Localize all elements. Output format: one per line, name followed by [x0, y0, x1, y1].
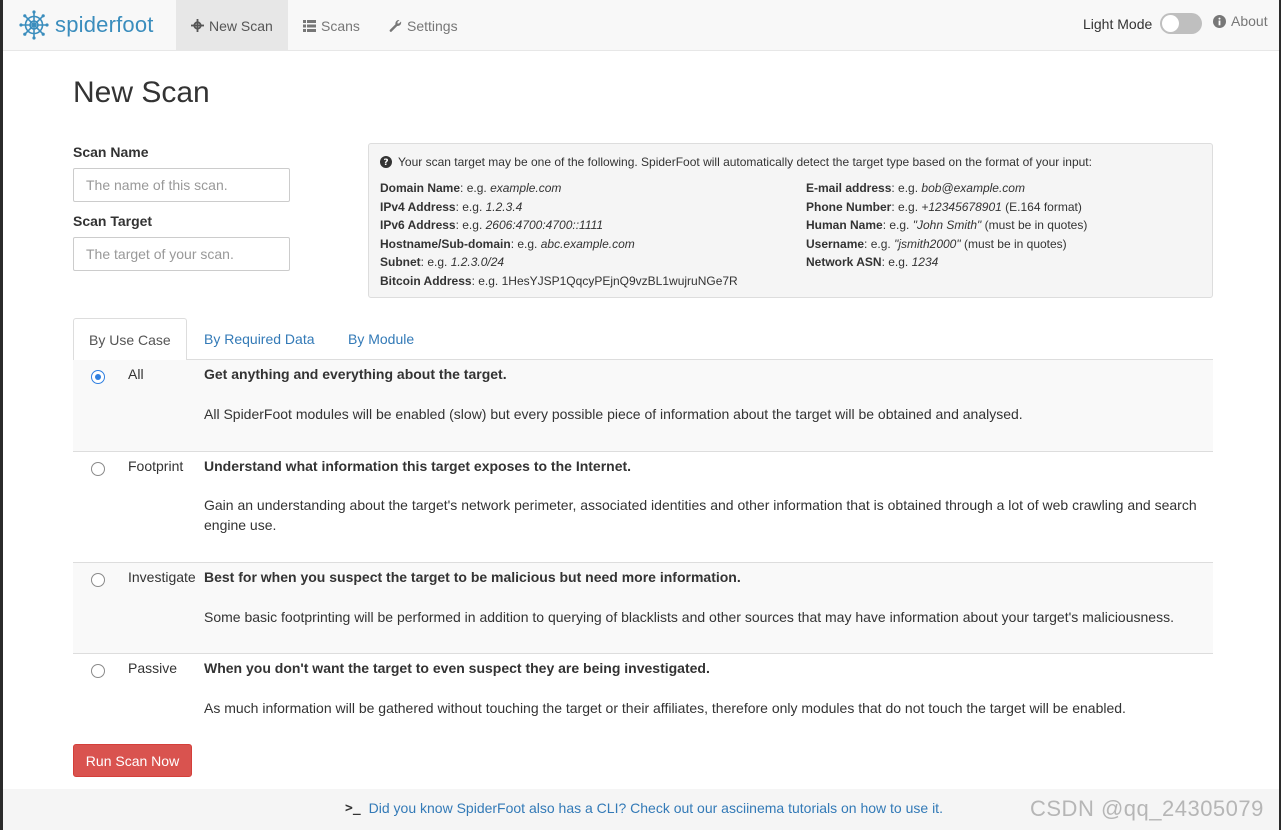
target-type-sep: : e.g. [420, 255, 451, 269]
target-type-sep: : e.g. [891, 199, 922, 214]
use-case-row-footprint [73, 451, 1213, 563]
target-types-intro-text: Your scan target may be one of the following. SpiderFoot will automatically detect the target type based on the format of your input: [398, 155, 1092, 169]
target-type-label: Subnet [380, 255, 421, 269]
target-type-note: (E.164 format) [1001, 199, 1082, 214]
target-type-sep: : e.g. [864, 236, 895, 251]
target-type-note: (must be in quotes) [960, 236, 1067, 251]
use-case-row-all [73, 360, 1213, 452]
window-frame-left [0, 0, 3, 830]
target-type-example: 2606:4700:4700::1111 [485, 218, 604, 232]
target-type-sep: : e.g. [455, 218, 486, 232]
target-type-row [380, 216, 738, 235]
light-mode-switch[interactable] [1083, 13, 1202, 34]
list-icon [303, 20, 316, 32]
target-type-row [806, 198, 1087, 217]
brand-link[interactable] [19, 10, 154, 40]
question-circle-icon [380, 156, 392, 168]
target-types-info [368, 143, 1213, 298]
target-type-label: Network ASN [806, 255, 882, 269]
target-type-row [380, 198, 738, 217]
scan-target-input[interactable] [73, 237, 290, 271]
use-case-name: Footprint [128, 458, 184, 474]
target-type-example: 1234 [911, 255, 939, 269]
target-type-example: 1.2.3.0/24 [450, 255, 505, 269]
target-type-label: E-mail address [806, 181, 892, 195]
nav-new-scan-label: New Scan [209, 17, 273, 34]
cli-tutorial-link[interactable] [345, 800, 943, 816]
light-mode-label: Light Mode [1083, 15, 1153, 32]
crosshair-icon [191, 19, 204, 32]
target-type-label: Bitcoin Address [380, 273, 472, 288]
target-type-example: abc.example.com [540, 236, 635, 251]
use-case-title: When you don't want the target to even suspect they are being investigated. [204, 660, 710, 676]
target-type-row [380, 272, 738, 291]
use-case-radio-all[interactable] [91, 370, 105, 384]
target-type-label: IPv6 Address [380, 218, 456, 232]
target-type-sep: : e.g. [455, 199, 486, 214]
target-type-label: Human Name [806, 218, 883, 232]
target-type-example: +12345678901 [921, 199, 1002, 214]
target-types-right-column [806, 179, 1087, 272]
target-type-row [806, 235, 1087, 254]
scan-name-label: Scan Name [73, 144, 149, 160]
scan-name-input[interactable] [73, 168, 290, 202]
target-types-intro [380, 155, 1092, 169]
use-case-description: As much information will be gathered without touching the target or their affiliates, therefore only modules that do not touch the target will be enabled. [204, 700, 1126, 716]
target-type-row [806, 179, 1087, 198]
target-type-label: Username [806, 236, 865, 251]
tab-by-module[interactable]: By Module [348, 331, 415, 347]
scan-target-label: Scan Target [73, 213, 153, 229]
target-type-example: "jsmith2000" [894, 236, 961, 251]
nav-new-scan[interactable] [176, 0, 288, 51]
wrench-icon [389, 19, 402, 32]
use-case-name: All [128, 366, 144, 382]
tab-by-required-data[interactable]: By Required Data [204, 331, 315, 347]
target-type-example: 1.2.3.4 [485, 199, 523, 214]
nav-about-label: About [1231, 13, 1268, 29]
target-type-label: Hostname/Sub-domain [380, 236, 511, 251]
target-type-label: Domain Name [380, 181, 461, 195]
use-case-description: Gain an understanding about the target's network perimeter, associated identities and other information that is obtained through a lot of web crawling and search engine use. [204, 497, 1197, 533]
target-type-note: 1HesYJSP1QqcyPEjnQ9vzBL1wujruNGe7R [501, 273, 738, 288]
nav-scans-label: Scans [321, 17, 360, 34]
target-type-row [380, 253, 738, 272]
target-type-sep: : e.g. [460, 181, 491, 195]
light-mode-toggle[interactable] [1160, 13, 1202, 34]
info-circle-icon [1213, 15, 1226, 28]
target-type-sep: : e.g. [881, 255, 912, 269]
scan-mode-tabs [73, 318, 1213, 360]
nav-about[interactable] [1213, 13, 1268, 29]
target-type-note: (must be in quotes) [981, 218, 1088, 232]
use-case-radio-passive[interactable] [91, 664, 105, 678]
cli-tutorial-text: Did you know SpiderFoot also has a CLI? Check out our asciinema tutorials on how to use it. [368, 800, 943, 816]
nav-settings-label: Settings [407, 17, 458, 34]
target-type-label: IPv4 Address [380, 199, 456, 214]
spiderfoot-logo-icon [19, 10, 49, 40]
use-case-title: Understand what information this target exposes to the Internet. [204, 458, 632, 474]
use-case-title: Get anything and everything about the target. [204, 366, 507, 382]
brand-name: spiderfoot [55, 12, 154, 37]
use-case-title: Best for when you suspect the target to be malicious but need more information. [204, 569, 741, 585]
target-type-example: example.com [490, 181, 562, 195]
toggle-knob [1162, 15, 1179, 32]
run-scan-button[interactable]: Run Scan Now [73, 744, 192, 777]
target-type-row [380, 179, 738, 198]
use-case-name: Investigate [128, 569, 196, 585]
use-case-name: Passive [128, 660, 178, 676]
target-type-example: bob@example.com [921, 181, 1025, 195]
navbar [3, 0, 1279, 51]
use-case-radio-footprint[interactable] [91, 462, 105, 476]
target-type-row [380, 235, 738, 254]
nav-settings[interactable] [374, 0, 473, 51]
target-type-sep: : e.g. [882, 218, 913, 232]
nav-scans[interactable] [288, 0, 375, 51]
target-type-example: "John Smith" [912, 218, 982, 232]
page-title: New Scan [73, 76, 210, 109]
target-types-left-column [380, 179, 738, 290]
tab-by-use-case[interactable]: By Use Case [73, 318, 187, 361]
target-type-sep: : e.g. [471, 273, 502, 288]
use-case-description: Some basic footprinting will be performed in addition to querying of blacklists and other sources that may have information about your target's maliciousness. [204, 609, 1174, 625]
use-case-row-passive [73, 653, 1213, 731]
use-case-row-investigate [73, 562, 1213, 654]
csdn-watermark: CSDN @qq_24305079 [1030, 796, 1264, 821]
use-case-description: All SpiderFoot modules will be enabled (slow) but every possible piece of information about the target will be obtained and analysed. [204, 406, 1023, 422]
terminal-icon: >_ [345, 800, 361, 816]
target-type-row [806, 216, 1087, 235]
target-type-sep: : e.g. [891, 181, 922, 195]
svg-text:?: ? [383, 158, 389, 168]
target-type-sep: : e.g. [510, 236, 541, 251]
use-case-radio-investigate[interactable] [91, 573, 105, 587]
target-type-label: Phone Number [806, 199, 892, 214]
target-type-row [806, 253, 1087, 272]
